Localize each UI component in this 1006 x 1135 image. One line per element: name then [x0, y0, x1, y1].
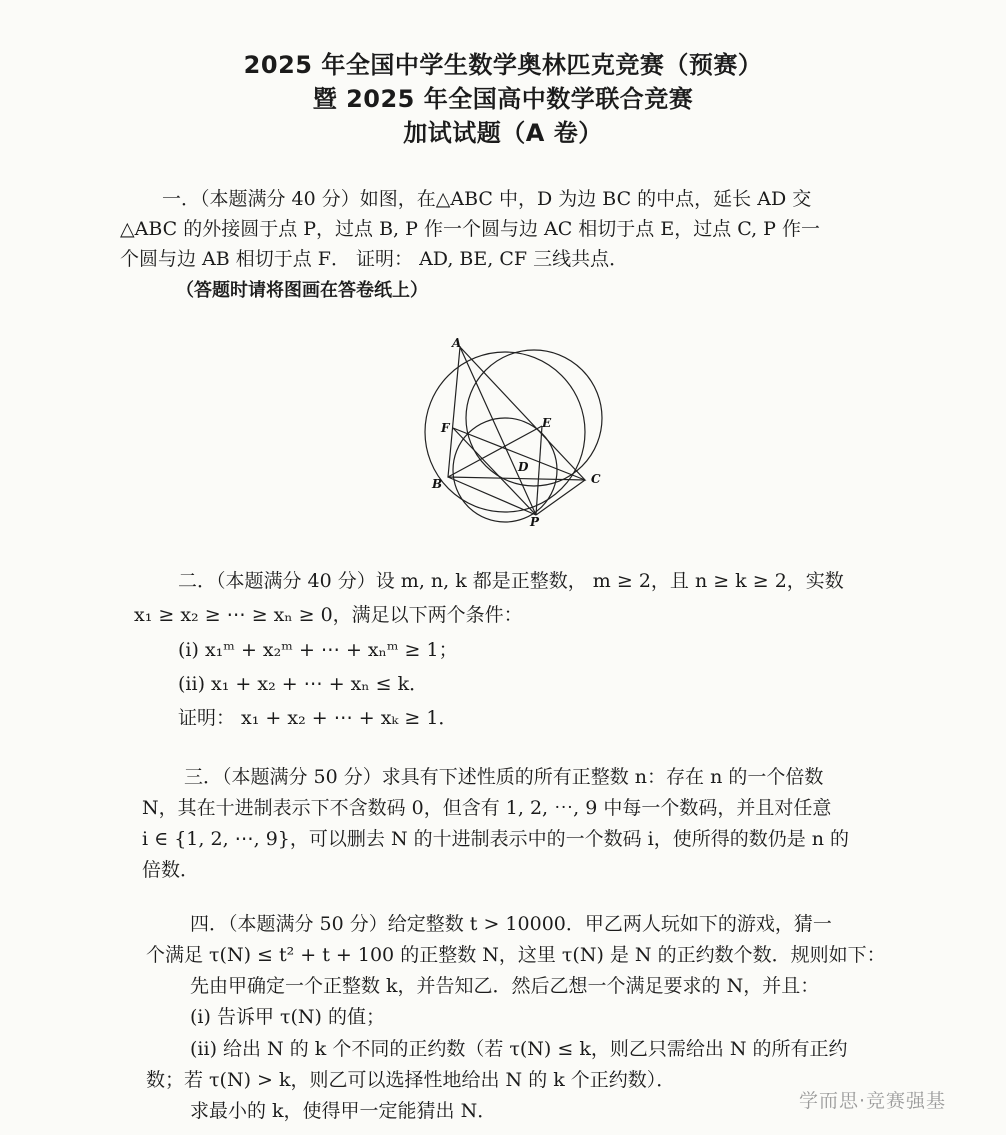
problem-3-line: 三．（本题满分 50 分）求具有下述性质的所有正整数 n：存在 n 的一个倍数 — [184, 766, 824, 788]
problem-1-line: 个圆与边 AB 相切于点 F． 证明： AD, BE, CF 三线共点． — [120, 248, 629, 270]
problem-3-line: 倍数． — [142, 859, 200, 881]
title-line-2: 暨 2025 年全国高中数学联合竞赛 — [312, 85, 694, 113]
problem-2-line: 二．（本题满分 40 分）设 m, n, k 都是正整数， m ≥ 2，且 n ≥ k ≥ 2，实数 — [178, 570, 844, 592]
watermark: 学而思·竞赛强基 — [798, 1090, 946, 1112]
line-bp — [448, 477, 536, 515]
label-a: A — [452, 336, 462, 350]
title-line-3: 加试试题（A 卷） — [403, 119, 603, 147]
problem-4-line: 先由甲确定一个正整数 k，并告知乙．然后乙想一个满足要求的 N，并且： — [190, 975, 820, 997]
problem-1-line: △ABC 的外接圆于点 P，过点 B, P 作一个圆与边 AC 相切于点 E，过点 C, P 作一 — [120, 218, 821, 240]
label-c: C — [591, 472, 601, 486]
circle-through-b-p — [466, 350, 602, 486]
line-ep — [536, 426, 542, 515]
drawing-hint: （答题时请将图画在答卷纸上） — [176, 280, 428, 301]
problem-3-line: i ∈ {1, 2, ⋯, 9}，可以删去 N 的十进制表示中的一个数码 i，使所得的数仍是 n 的 — [142, 828, 850, 850]
problem-4-line: 个满足 τ(N) ≤ t² + t + 100 的正整数 N，这里 τ(N) 是 N 的正约数个数．规则如下： — [146, 944, 886, 966]
label-b: B — [432, 477, 443, 491]
problem-2-claim: 证明： x₁ + x₂ + ⋯ + xₖ ≥ 1． — [178, 707, 458, 729]
label-e: E — [542, 416, 552, 430]
problem-3-line: N，其在十进制表示下不含数码 0，但含有 1, 2, ⋯, 9 中每一个数码，并且对任意 — [142, 797, 832, 819]
problem-2-line: x₁ ≥ x₂ ≥ ⋯ ≥ xₙ ≥ 0，满足以下两个条件： — [134, 604, 523, 626]
problem-1-line: 一．（本题满分 40 分）如图，在△ABC 中，D 为边 BC 的中点，延长 AD 交 — [162, 188, 812, 210]
label-d: D — [518, 460, 529, 474]
geometry-figure — [410, 332, 610, 532]
problem-4-line: 数；若 τ(N) > k，则乙可以选择性地给出 N 的 k 个正约数）． — [146, 1069, 676, 1091]
problem-4-line: 四．（本题满分 50 分）给定整数 t > 10000．甲乙两人玩如下的游戏，猜一 — [190, 913, 832, 935]
exam-title — [0, 48, 1006, 150]
problem-2-condition-i: (i) x₁ᵐ + x₂ᵐ + ⋯ + xₙᵐ ≥ 1； — [178, 639, 458, 661]
problem-2-condition-ii: (ii) x₁ + x₂ + ⋯ + xₙ ≤ k． — [178, 673, 429, 695]
title-line-1: 2025 年全国中学生数学奥林匹克竞赛（预赛） — [243, 51, 763, 79]
problem-4-rule-i: (i) 告诉甲 τ(N) 的值； — [190, 1006, 385, 1028]
problem-4-question: 求最小的 k，使得甲一定能猜出 N． — [190, 1100, 497, 1122]
label-f: F — [441, 421, 450, 435]
label-p: P — [530, 515, 540, 529]
problem-4-rule-ii: (ii) 给出 N 的 k 个不同的正约数（若 τ(N) ≤ k，则乙只需给出 N 的所有正约 — [190, 1038, 848, 1060]
